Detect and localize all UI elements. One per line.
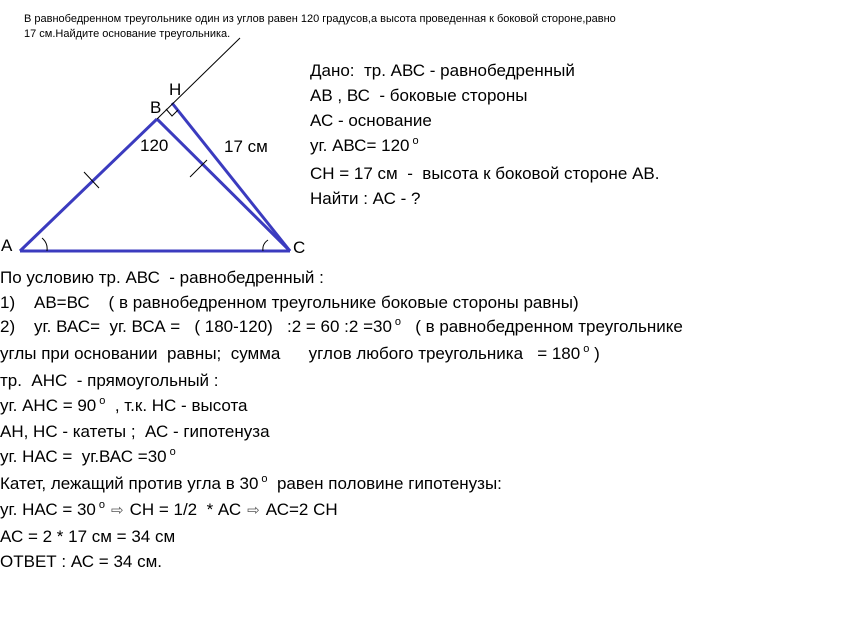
degree-sign: о	[261, 472, 268, 485]
solution-line-2: 1) АВ=ВС ( в равнобедренном треугольнике боковые стороны равны)	[0, 292, 579, 312]
vertex-label-c: C	[293, 238, 306, 257]
implies-arrow-icon: ⇨	[111, 502, 124, 520]
solution-line-12: ОТВЕТ : АС = 34 см.	[0, 551, 162, 571]
solution-line-8: уг. НАС = уг.ВАС =30 $^о$	[0, 445, 176, 466]
vertex-label-h: H	[169, 80, 182, 99]
angle-arc-a	[42, 238, 47, 251]
solution-line-3: 2) уг. ВАС= уг. ВСА = ( 180-120) :2 = 60 :2 =30 $^о$ ( в равнобедренном треугольнике	[0, 316, 683, 337]
degree-sign: о	[169, 445, 176, 458]
solution-line-7: АН, НС - катеты ; АС - гипотенуза	[0, 422, 270, 442]
solution-block	[0, 266, 683, 574]
side-ab	[20, 119, 157, 251]
problem-statement: В равнобедренном треугольнике один из углов равен 120 градусов,а высота проведенная к боковой стороне,равно 17 см.Найдите основание треугольника.	[24, 13, 616, 40]
degree-sign: о	[99, 394, 106, 407]
solution-line-4: углы при основании равны; сумма углов любого треугольника = 180 $^о$ )	[0, 343, 600, 364]
vertex-label-b: B	[150, 98, 162, 117]
given-block	[310, 58, 659, 211]
solution-line-10: уг. НАС = 30 $^о$ ⇨ СН = 1/2 * АС ⇨ АС=2 СН	[0, 499, 338, 520]
implies-arrow-icon: ⇨	[247, 502, 260, 520]
solution-line-1: По условию тр. АВС - равнобедренный :	[0, 268, 324, 287]
given-line-3: АС - основание	[310, 111, 432, 130]
solution-line-11: АС = 2 * 17 см = 34 см	[0, 527, 176, 547]
height-ch	[172, 103, 290, 251]
extension-line	[157, 38, 240, 119]
height-label: 17 см	[224, 137, 268, 156]
given-line-2: АВ , ВС - боковые стороны	[310, 86, 528, 105]
angle-arc-c	[263, 240, 268, 251]
given-line-5: СН = 17 см - высота к боковой стороне АВ.	[310, 164, 660, 183]
given-line-6: Найти : АС - ?	[310, 189, 421, 208]
degree-sign: о	[98, 499, 105, 512]
given-line-4: уг. АВС= 120 $^о$	[310, 135, 419, 155]
tick-bc	[190, 160, 207, 177]
vertex-label-a: A	[1, 236, 13, 255]
given-line-1: Дано: тр. АВС - равнобедренный	[310, 61, 575, 80]
degree-sign: о	[583, 343, 590, 356]
degree-sign: о	[412, 135, 419, 147]
solution-line-5: тр. АНС - прямоугольный :	[0, 370, 219, 390]
solution-line-6: уг. АНС = 90 $^о$ , т.к. НС - высота	[0, 394, 248, 415]
degree-sign: о	[394, 316, 402, 329]
angle-b-label: 120	[140, 136, 169, 155]
solution-line-9: Катет, лежащий против угла в 30 $^о$ равен половине гипотенузы:	[0, 472, 502, 493]
